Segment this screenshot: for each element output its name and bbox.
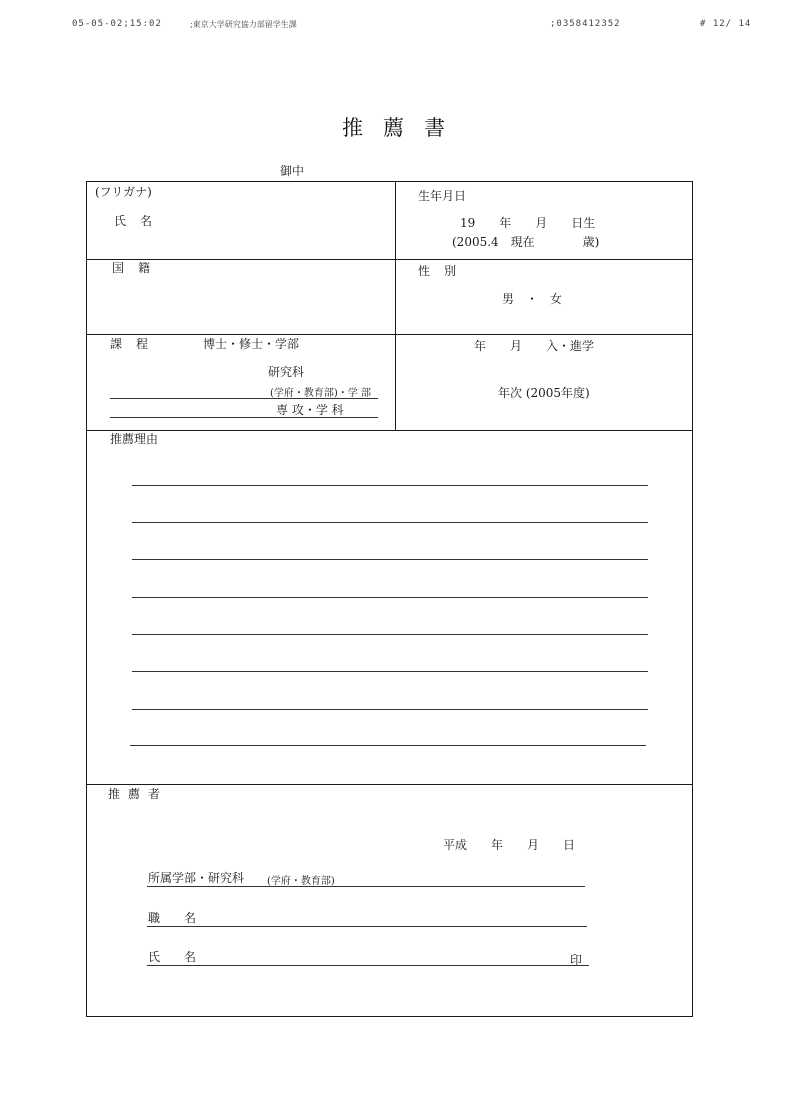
- underline: [110, 398, 378, 399]
- name-label: 氏名: [114, 214, 167, 228]
- row-divider: [87, 430, 692, 431]
- name-underline[interactable]: [147, 965, 589, 966]
- furigana-label: (フリガナ): [95, 185, 152, 199]
- course-label: 課程: [110, 337, 163, 351]
- reason-label: 推薦理由: [110, 432, 159, 446]
- fax-phone: ;0358412352: [550, 19, 621, 29]
- reason-line[interactable]: [132, 597, 648, 598]
- sex-label: 性別: [418, 264, 471, 278]
- dob-label: 生年月日: [418, 189, 467, 203]
- reason-line[interactable]: [132, 522, 648, 523]
- reason-line[interactable]: [132, 559, 648, 560]
- fax-page-number: # 12/ 14: [700, 19, 752, 29]
- course-options: 博士・修士・学部: [203, 337, 300, 351]
- recommender-name-label: 氏 名: [148, 950, 197, 964]
- recommender-label: 推薦者: [108, 787, 169, 801]
- seal-mark: 印: [570, 953, 583, 967]
- affiliation-label: 所属学部・研究科: [148, 871, 245, 885]
- reason-line[interactable]: [132, 634, 648, 635]
- row-divider: [87, 334, 692, 335]
- addressee-label: 御中: [280, 164, 305, 178]
- position-label: 職 名: [148, 911, 197, 925]
- recommendation-date: 平成 年 月 日: [443, 838, 576, 852]
- reason-line[interactable]: [132, 709, 648, 710]
- major-label: 専 攻・学 科: [276, 403, 344, 417]
- nationality-label: 国籍: [112, 261, 165, 275]
- graduate-school-label: 研究科: [268, 365, 305, 379]
- underline: [110, 417, 378, 418]
- fax-sender: ;東京大学研究協力部留学生課: [190, 20, 297, 29]
- document-title: 推薦書: [342, 116, 465, 140]
- age-line: (2005.4 現在 歳): [452, 235, 600, 249]
- fax-datetime: 05-05-02;15:02: [72, 19, 162, 29]
- reason-line[interactable]: [132, 485, 648, 486]
- enrollment-line: 年 月 入・進学: [474, 339, 595, 353]
- column-divider: [395, 182, 396, 430]
- sex-options: 男 ・ 女: [502, 292, 563, 306]
- reason-line[interactable]: [130, 745, 646, 746]
- row-divider: [87, 784, 692, 785]
- form-frame: [86, 181, 693, 1017]
- affiliation-underline[interactable]: [147, 886, 585, 887]
- affiliation-note: (学府・教育部): [267, 876, 335, 887]
- faculty-note: (学府・教育部)・学 部: [270, 388, 371, 399]
- year-level-line: 年次 (2005年度): [498, 386, 590, 400]
- row-divider: [87, 259, 692, 260]
- dob-line: 19 年 月 日生: [460, 216, 596, 230]
- reason-line[interactable]: [132, 671, 648, 672]
- position-underline[interactable]: [147, 926, 587, 927]
